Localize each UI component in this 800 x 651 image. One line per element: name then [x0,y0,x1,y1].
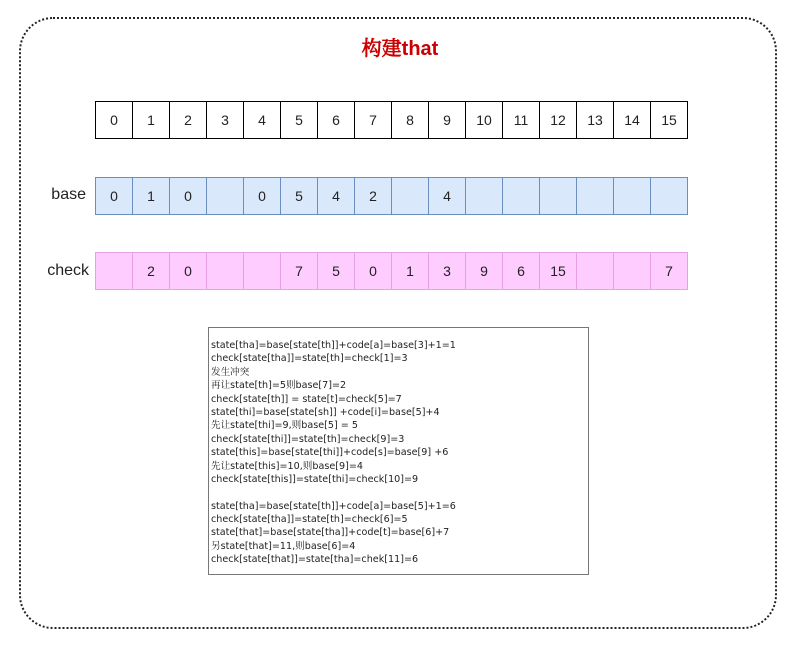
check-cell-1: 2 [132,252,170,290]
index-cell-7: 7 [354,101,392,139]
base-row-label: base [51,186,86,203]
check-cell-10: 9 [465,252,503,290]
check-cell-0 [95,252,133,290]
base-cell-1: 1 [132,177,170,215]
check-cell-12: 15 [539,252,577,290]
note-line: check[state[th]] = state[t]=check[5]=7 [211,393,402,405]
base-cell-12 [539,177,577,215]
base-cell-2: 0 [169,177,207,215]
check-cell-6: 5 [317,252,355,290]
base-cell-0: 0 [95,177,133,215]
note-line: state[that]=base[state[tha]]+code[t]=base[6]+7 [211,527,450,539]
check-cell-2: 0 [169,252,207,290]
check-cell-8: 1 [391,252,429,290]
base-cell-6: 4 [317,177,355,215]
check-row-label: check [47,262,89,279]
index-row [95,101,688,139]
note-line: check[state[tha]]=state[th]=check[6]=5 [211,514,408,526]
index-cell-2: 2 [169,101,207,139]
index-cell-9: 9 [428,101,466,139]
check-cell-13 [576,252,614,290]
index-cell-1: 1 [132,101,170,139]
diagram-title: 构建that [361,38,439,60]
check-cell-5: 7 [280,252,318,290]
index-cell-8: 8 [391,101,429,139]
note-line [211,486,588,499]
base-cell-10 [465,177,503,215]
index-cell-5: 5 [280,101,318,139]
index-cell-10: 10 [465,101,503,139]
base-cell-8 [391,177,429,215]
index-cell-0: 0 [95,101,133,139]
index-cell-12: 12 [539,101,577,139]
note-line: state[tha]=base[state[th]]+code[a]=base[5]+1=6 [211,500,456,512]
base-cell-14 [613,177,651,215]
base-cell-13 [576,177,614,215]
note-line: check[state[this]]=state[thi]=check[10]=9 [211,473,419,485]
note-line: 发生冲突 [211,366,250,378]
index-cell-6: 6 [317,101,355,139]
note-line: check[state[tha]]=state[th]=check[1]=3 [211,353,408,365]
base-cell-15 [650,177,688,215]
check-cell-7: 0 [354,252,392,290]
index-cell-11: 11 [502,101,540,139]
note-line: 先让state[thi]=9,则base[5] = 5 [211,420,358,432]
base-cell-4: 0 [243,177,281,215]
base-cell-7: 2 [354,177,392,215]
note-line: check[state[thi]]=state[th]=check[9]=3 [211,433,405,445]
check-cell-15: 7 [650,252,688,290]
note-line: 再让state[th]=5则base[7]=2 [211,380,347,392]
notes-box [208,327,589,575]
note-line: state[this]=base[state[thi]]+code[s]=base[9] +6 [211,447,449,459]
base-cell-9: 4 [428,177,466,215]
index-cell-3: 3 [206,101,244,139]
check-cell-4 [243,252,281,290]
note-line: 先让state[this]=10,则base[9]=4 [211,460,363,472]
note-line: 另state[that]=11,则base[6]=4 [211,540,356,552]
note-line: check[state[that]]=state[tha]=chek[11]=6 [211,554,419,566]
check-cell-9: 3 [428,252,466,290]
index-cell-13: 13 [576,101,614,139]
check-array-row [95,252,688,290]
base-cell-3 [206,177,244,215]
index-cell-14: 14 [613,101,651,139]
note-line: state[thi]=base[state[sh]] +code[i]=base[5]+4 [211,406,440,418]
check-cell-3 [206,252,244,290]
index-cell-4: 4 [243,101,281,139]
note-line: state[tha]=base[state[th]]+code[a]=base[3]+1=1 [211,340,456,351]
check-cell-11: 6 [502,252,540,290]
base-cell-11 [502,177,540,215]
base-array-row [95,177,688,215]
base-cell-5: 5 [280,177,318,215]
check-cell-14 [613,252,651,290]
index-cell-15: 15 [650,101,688,139]
